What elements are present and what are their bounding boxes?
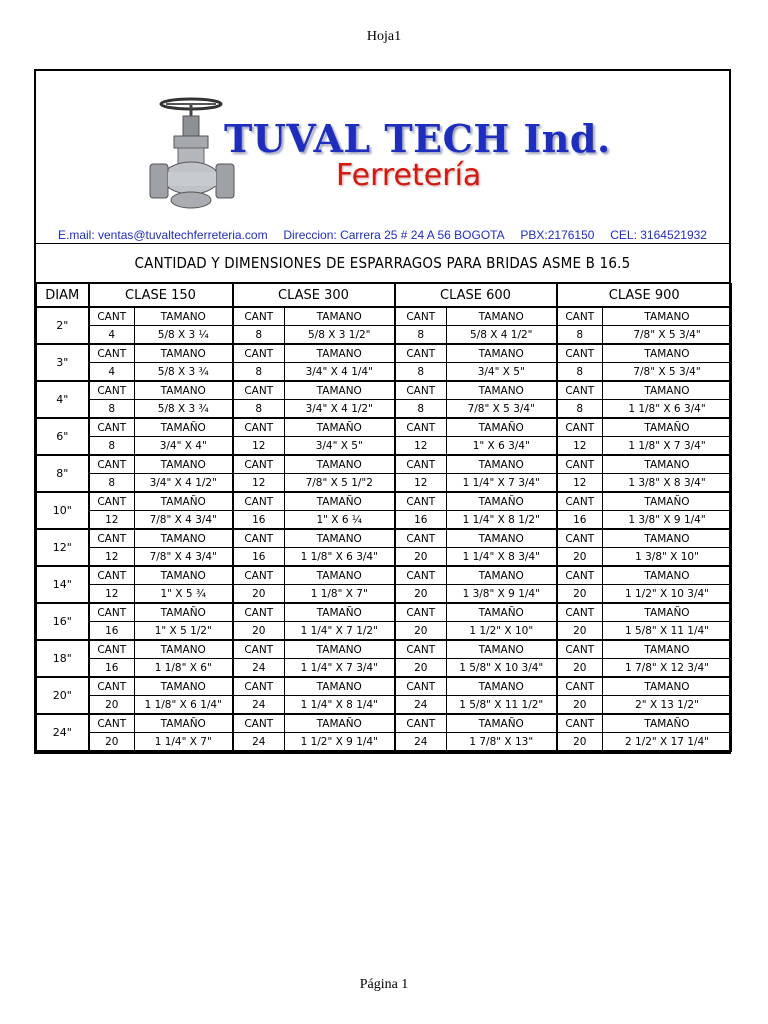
table-row-labels bbox=[37, 603, 732, 622]
cant-value: 4 bbox=[89, 363, 135, 382]
tamano-label: TAMANO bbox=[603, 307, 732, 326]
size-value: 7/8" X 5 1/"2 bbox=[285, 474, 395, 493]
cant-value: 8 bbox=[395, 326, 447, 345]
cant-label: CANT bbox=[557, 640, 603, 659]
cant-label: CANT bbox=[395, 381, 447, 400]
cant-value: 8 bbox=[89, 437, 135, 456]
table-row-values bbox=[37, 585, 732, 604]
tamano-label: TAMANO bbox=[135, 381, 233, 400]
table-row-labels bbox=[37, 418, 732, 437]
tamano-label: TAMAÑO bbox=[285, 603, 395, 622]
size-value: 1 1/4" X 8 1/2" bbox=[447, 511, 557, 530]
size-value: 1 5/8" X 10 3/4" bbox=[447, 659, 557, 678]
cant-label: CANT bbox=[233, 677, 285, 696]
diam-cell: 2" bbox=[37, 307, 89, 344]
size-value: 1 1/4" X 7 3/4" bbox=[447, 474, 557, 493]
cant-value: 24 bbox=[395, 696, 447, 715]
tamano-label: TAMANO bbox=[285, 344, 395, 363]
cant-label: CANT bbox=[233, 566, 285, 585]
cant-label: CANT bbox=[89, 344, 135, 363]
size-value: 1 7/8" X 13" bbox=[447, 733, 557, 752]
size-value: 3/4" X 4 1/2" bbox=[135, 474, 233, 493]
cant-label: CANT bbox=[233, 492, 285, 511]
diam-cell: 4" bbox=[37, 381, 89, 418]
diam-cell: 20" bbox=[37, 677, 89, 714]
tamano-label: TAMANO bbox=[285, 307, 395, 326]
size-value: 1 5/8" X 11 1/4" bbox=[603, 622, 732, 641]
size-value: 1 1/8" X 7" bbox=[285, 585, 395, 604]
cant-label: CANT bbox=[395, 307, 447, 326]
tamano-label: TAMANO bbox=[135, 307, 233, 326]
cant-value: 20 bbox=[395, 548, 447, 567]
cant-value: 8 bbox=[395, 363, 447, 382]
cant-value: 12 bbox=[395, 437, 447, 456]
table-row-labels bbox=[37, 640, 732, 659]
size-value: 1 3/8" X 9 1/4" bbox=[603, 511, 732, 530]
diam-cell: 18" bbox=[37, 640, 89, 677]
cant-label: CANT bbox=[557, 566, 603, 585]
cant-label: CANT bbox=[233, 455, 285, 474]
cant-label: CANT bbox=[557, 418, 603, 437]
size-value: 1 3/8" X 8 3/4" bbox=[603, 474, 732, 493]
cant-label: CANT bbox=[395, 344, 447, 363]
size-value: 3/4" X 4" bbox=[135, 437, 233, 456]
cant-label: CANT bbox=[395, 418, 447, 437]
tamano-label: TAMAÑO bbox=[135, 714, 233, 733]
table-title: CANTIDAD Y DIMENSIONES DE ESPARRAGOS PARA BRIDAS ASME B 16.5 bbox=[36, 244, 729, 283]
diam-cell: 16" bbox=[37, 603, 89, 640]
tamano-label: TAMAÑO bbox=[603, 492, 732, 511]
cant-value: 12 bbox=[557, 474, 603, 493]
contact-cel: CEL: 3164521932 bbox=[610, 228, 707, 242]
page-header: Hoja1 bbox=[366, 29, 402, 44]
cant-value: 20 bbox=[233, 585, 285, 604]
size-value: 2" X 13 1/2" bbox=[603, 696, 732, 715]
cant-label: CANT bbox=[233, 307, 285, 326]
tamano-label: TAMAÑO bbox=[135, 603, 233, 622]
cant-value: 16 bbox=[233, 548, 285, 567]
size-value: 5/8 X 3 1/2" bbox=[285, 326, 395, 345]
contact-pbx: PBX:2176150 bbox=[520, 228, 595, 242]
company-banner bbox=[36, 71, 729, 244]
cant-value: 20 bbox=[233, 622, 285, 641]
tamano-label: TAMANO bbox=[447, 566, 557, 585]
contact-address: Direccion: Carrera 25 # 24 A 56 BOGOTA bbox=[283, 228, 505, 242]
cant-value: 20 bbox=[89, 733, 135, 752]
tamano-label: TAMAÑO bbox=[603, 603, 732, 622]
size-value: 5/8 X 3 ¾ bbox=[135, 363, 233, 382]
cant-value: 20 bbox=[557, 622, 603, 641]
cant-value: 4 bbox=[89, 326, 135, 345]
tamano-label: TAMANO bbox=[285, 640, 395, 659]
cant-value: 20 bbox=[557, 696, 603, 715]
tamano-label: TAMAÑO bbox=[285, 418, 395, 437]
tamano-label: TAMANO bbox=[447, 529, 557, 548]
brand-name: TUVAL TECH Ind. bbox=[224, 116, 611, 161]
cant-value: 16 bbox=[89, 622, 135, 641]
tamano-label: TAMANO bbox=[447, 307, 557, 326]
cant-value: 20 bbox=[557, 659, 603, 678]
table-row-values bbox=[37, 548, 732, 567]
size-value: 1 3/8" X 9 1/4" bbox=[447, 585, 557, 604]
cant-label: CANT bbox=[395, 566, 447, 585]
cant-value: 16 bbox=[395, 511, 447, 530]
tamano-label: TAMANO bbox=[447, 344, 557, 363]
cant-label: CANT bbox=[557, 307, 603, 326]
cant-label: CANT bbox=[557, 492, 603, 511]
tamano-label: TAMANO bbox=[135, 529, 233, 548]
size-value: 7/8" X 5 3/4" bbox=[603, 363, 732, 382]
size-value: 1 1/2" X 10" bbox=[447, 622, 557, 641]
tamano-label: TAMANO bbox=[285, 677, 395, 696]
cant-label: CANT bbox=[557, 529, 603, 548]
cant-value: 8 bbox=[89, 474, 135, 493]
cant-value: 20 bbox=[395, 659, 447, 678]
tamano-label: TAMAÑO bbox=[285, 492, 395, 511]
spreadsheet-sheet bbox=[34, 69, 731, 754]
class-header: CLASE 150 bbox=[89, 284, 233, 308]
size-value: 1 1/4" X 7" bbox=[135, 733, 233, 752]
cant-label: CANT bbox=[395, 603, 447, 622]
size-value: 1" X 5 ¾ bbox=[135, 585, 233, 604]
size-value: 1 1/8" X 6 1/4" bbox=[135, 696, 233, 715]
cant-value: 12 bbox=[233, 474, 285, 493]
cant-value: 8 bbox=[233, 363, 285, 382]
cant-label: CANT bbox=[89, 677, 135, 696]
tamano-label: TAMAÑO bbox=[447, 714, 557, 733]
cant-label: CANT bbox=[89, 307, 135, 326]
cant-label: CANT bbox=[233, 640, 285, 659]
diam-cell: 14" bbox=[37, 566, 89, 603]
cant-label: CANT bbox=[557, 714, 603, 733]
size-value: 1 1/4" X 7 1/2" bbox=[285, 622, 395, 641]
table-row-labels bbox=[37, 307, 732, 326]
tamano-label: TAMAÑO bbox=[285, 714, 395, 733]
diam-cell: 3" bbox=[37, 344, 89, 381]
cant-value: 20 bbox=[557, 585, 603, 604]
size-value: 2 1/2" X 17 1/4" bbox=[603, 733, 732, 752]
diam-cell: 10" bbox=[37, 492, 89, 529]
size-value: 1 1/8" X 7 3/4" bbox=[603, 437, 732, 456]
tamano-label: TAMANO bbox=[447, 455, 557, 474]
diam-cell: 6" bbox=[37, 418, 89, 455]
contact-line bbox=[36, 228, 729, 242]
size-value: 1" X 5 1/2" bbox=[135, 622, 233, 641]
diam-cell: 24" bbox=[37, 714, 89, 751]
table-row-labels bbox=[37, 566, 732, 585]
page-footer: Página 1 bbox=[359, 977, 409, 992]
cant-value: 24 bbox=[233, 659, 285, 678]
size-value: 7/8" X 5 3/4" bbox=[603, 326, 732, 345]
cant-label: CANT bbox=[557, 344, 603, 363]
tamano-label: TAMANO bbox=[285, 566, 395, 585]
cant-label: CANT bbox=[233, 529, 285, 548]
cant-label: CANT bbox=[89, 714, 135, 733]
size-value: 1 1/2" X 10 3/4" bbox=[603, 585, 732, 604]
cant-value: 24 bbox=[233, 733, 285, 752]
table-row-values bbox=[37, 696, 732, 715]
table-row-values bbox=[37, 363, 732, 382]
size-value: 1 7/8" X 12 3/4" bbox=[603, 659, 732, 678]
tamano-label: TAMANO bbox=[135, 344, 233, 363]
table-row-values bbox=[37, 733, 732, 752]
size-value: 3/4" X 5" bbox=[285, 437, 395, 456]
table-row-labels bbox=[37, 529, 732, 548]
cant-label: CANT bbox=[233, 344, 285, 363]
cant-label: CANT bbox=[89, 381, 135, 400]
size-value: 5/8 X 3 ¼ bbox=[135, 326, 233, 345]
cant-value: 8 bbox=[233, 326, 285, 345]
table-row-values bbox=[37, 622, 732, 641]
diam-header: DIAM bbox=[37, 284, 89, 308]
cant-label: CANT bbox=[557, 455, 603, 474]
size-value: 1 1/4" X 8 3/4" bbox=[447, 548, 557, 567]
size-value: 1 1/8" X 6" bbox=[135, 659, 233, 678]
size-value: 1 3/8" X 10" bbox=[603, 548, 732, 567]
cant-label: CANT bbox=[395, 640, 447, 659]
cant-label: CANT bbox=[233, 381, 285, 400]
table-row-values bbox=[37, 511, 732, 530]
cant-label: CANT bbox=[395, 455, 447, 474]
cant-value: 20 bbox=[395, 622, 447, 641]
tamano-label: TAMANO bbox=[447, 640, 557, 659]
cant-value: 20 bbox=[395, 585, 447, 604]
tamano-label: TAMAÑO bbox=[603, 418, 732, 437]
tamano-label: TAMAÑO bbox=[603, 714, 732, 733]
size-value: 1 5/8" X 11 1/2" bbox=[447, 696, 557, 715]
tamano-label: TAMANO bbox=[603, 566, 732, 585]
bolt-dimensions-table bbox=[36, 283, 732, 752]
size-value: 1 1/2" X 9 1/4" bbox=[285, 733, 395, 752]
tamano-label: TAMANO bbox=[135, 640, 233, 659]
cant-value: 12 bbox=[395, 474, 447, 493]
cant-label: CANT bbox=[395, 714, 447, 733]
cant-value: 20 bbox=[557, 733, 603, 752]
size-value: 1 1/8" X 6 3/4" bbox=[603, 400, 732, 419]
class-header: CLASE 600 bbox=[395, 284, 557, 308]
cant-value: 12 bbox=[233, 437, 285, 456]
cant-value: 8 bbox=[89, 400, 135, 419]
class-header: CLASE 300 bbox=[233, 284, 395, 308]
cant-value: 12 bbox=[89, 548, 135, 567]
contact-email: E.mail: ventas@tuvaltechferreteria.com bbox=[58, 228, 268, 242]
cant-label: CANT bbox=[89, 492, 135, 511]
tamano-label: TAMANO bbox=[603, 529, 732, 548]
tamano-label: TAMANO bbox=[603, 640, 732, 659]
tamano-label: TAMANO bbox=[285, 529, 395, 548]
table-row-labels bbox=[37, 714, 732, 733]
size-value: 1" X 6 3/4" bbox=[447, 437, 557, 456]
cant-value: 16 bbox=[557, 511, 603, 530]
cant-value: 16 bbox=[89, 659, 135, 678]
tamano-label: TAMANO bbox=[135, 455, 233, 474]
cant-value: 20 bbox=[557, 548, 603, 567]
tamano-label: TAMAÑO bbox=[135, 492, 233, 511]
class-header: CLASE 900 bbox=[557, 284, 732, 308]
cant-value: 8 bbox=[557, 326, 603, 345]
table-row-labels bbox=[37, 677, 732, 696]
tamano-label: TAMANO bbox=[447, 677, 557, 696]
cant-label: CANT bbox=[233, 603, 285, 622]
table-row-values bbox=[37, 437, 732, 456]
tamano-label: TAMANO bbox=[285, 381, 395, 400]
cant-value: 24 bbox=[233, 696, 285, 715]
size-value: 7/8" X 4 3/4" bbox=[135, 548, 233, 567]
cant-value: 12 bbox=[557, 437, 603, 456]
size-value: 7/8" X 5 3/4" bbox=[447, 400, 557, 419]
tamano-label: TAMANO bbox=[603, 344, 732, 363]
tamano-label: TAMANO bbox=[135, 566, 233, 585]
table-row-values bbox=[37, 326, 732, 345]
tamano-label: TAMAÑO bbox=[447, 492, 557, 511]
tamano-label: TAMANO bbox=[603, 455, 732, 474]
cant-label: CANT bbox=[89, 455, 135, 474]
cant-value: 8 bbox=[233, 400, 285, 419]
tamano-label: TAMANO bbox=[447, 381, 557, 400]
table-body bbox=[37, 307, 732, 751]
cant-value: 24 bbox=[395, 733, 447, 752]
table-row-labels bbox=[37, 344, 732, 363]
cant-value: 20 bbox=[89, 696, 135, 715]
tamano-label: TAMANO bbox=[603, 677, 732, 696]
cant-label: CANT bbox=[557, 677, 603, 696]
cant-value: 8 bbox=[395, 400, 447, 419]
table-row-values bbox=[37, 400, 732, 419]
size-value: 5/8 X 3 ¾ bbox=[135, 400, 233, 419]
size-value: 5/8 X 4 1/2" bbox=[447, 326, 557, 345]
size-value: 1 1/8" X 6 3/4" bbox=[285, 548, 395, 567]
size-value: 1 1/4" X 7 3/4" bbox=[285, 659, 395, 678]
table-row-values bbox=[37, 474, 732, 493]
tamano-label: TAMAÑO bbox=[447, 603, 557, 622]
size-value: 3/4" X 4 1/4" bbox=[285, 363, 395, 382]
size-value: 1" X 6 ¼ bbox=[285, 511, 395, 530]
company-logo bbox=[146, 96, 646, 216]
tamano-label: TAMAÑO bbox=[135, 418, 233, 437]
cant-label: CANT bbox=[395, 677, 447, 696]
size-value: 3/4" X 4 1/2" bbox=[285, 400, 395, 419]
tamano-label: TAMANO bbox=[135, 677, 233, 696]
cant-label: CANT bbox=[395, 529, 447, 548]
cant-label: CANT bbox=[557, 603, 603, 622]
table-row-labels bbox=[37, 492, 732, 511]
cant-value: 16 bbox=[233, 511, 285, 530]
cant-label: CANT bbox=[557, 381, 603, 400]
cant-value: 12 bbox=[89, 585, 135, 604]
table-row-labels bbox=[37, 455, 732, 474]
table-row-values bbox=[37, 659, 732, 678]
diam-cell: 12" bbox=[37, 529, 89, 566]
cant-value: 8 bbox=[557, 363, 603, 382]
table-row-labels bbox=[37, 381, 732, 400]
size-value: 3/4" X 5" bbox=[447, 363, 557, 382]
cant-label: CANT bbox=[89, 418, 135, 437]
size-value: 7/8" X 4 3/4" bbox=[135, 511, 233, 530]
size-value: 1 1/4" X 8 1/4" bbox=[285, 696, 395, 715]
table-header-row bbox=[37, 284, 732, 308]
cant-value: 8 bbox=[557, 400, 603, 419]
cant-label: CANT bbox=[89, 603, 135, 622]
cant-label: CANT bbox=[89, 640, 135, 659]
brand-subtitle: Ferretería bbox=[336, 158, 482, 193]
cant-label: CANT bbox=[233, 418, 285, 437]
cant-label: CANT bbox=[89, 566, 135, 585]
tamano-label: TAMANO bbox=[285, 455, 395, 474]
cant-label: CANT bbox=[395, 492, 447, 511]
cant-label: CANT bbox=[89, 529, 135, 548]
tamano-label: TAMANO bbox=[603, 381, 732, 400]
diam-cell: 8" bbox=[37, 455, 89, 492]
cant-value: 12 bbox=[89, 511, 135, 530]
cant-label: CANT bbox=[233, 714, 285, 733]
tamano-label: TAMAÑO bbox=[447, 418, 557, 437]
